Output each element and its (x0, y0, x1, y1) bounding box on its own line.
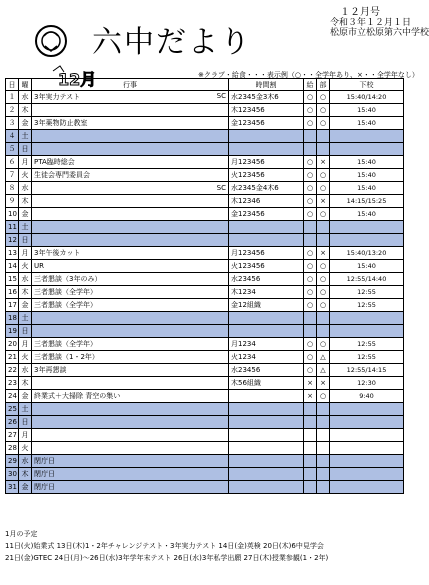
cell-dismissal (330, 468, 404, 481)
cell-club (317, 468, 330, 481)
cell-event (32, 247, 229, 260)
cell-day: 26 (6, 416, 19, 429)
cell-club: ○ (317, 208, 330, 221)
cell-club (317, 234, 330, 247)
cell-weekday: 土 (19, 221, 32, 234)
cell-dismissal (330, 325, 404, 338)
cell-event (32, 416, 229, 429)
event-text: 三者懇談（3年のみ） (34, 275, 102, 283)
cell-timetable: 水23456 (229, 364, 304, 377)
table-row (6, 351, 404, 364)
cell-day: 12 (6, 234, 19, 247)
cell-timetable: 木56組織 (229, 377, 304, 390)
cell-dismissal: 12:55 (330, 299, 404, 312)
cell-day: 15 (6, 273, 19, 286)
table-row (6, 377, 404, 390)
legend-note: ※クラブ・給食・・・表示例（○・・全学年あり、×・・全学年なし） (198, 71, 419, 79)
cell-dismissal: 15:40 (330, 260, 404, 273)
cell-lunch: × (304, 377, 317, 390)
cell-event (32, 442, 229, 455)
table-row (6, 455, 404, 468)
table-row (6, 429, 404, 442)
cell-weekday: 金 (19, 481, 32, 494)
cell-club: ○ (317, 286, 330, 299)
cell-event (32, 221, 229, 234)
cell-club (317, 481, 330, 494)
cell-weekday: 木 (19, 468, 32, 481)
cell-event (32, 364, 229, 377)
cell-club (317, 325, 330, 338)
table-row (6, 104, 404, 117)
cell-timetable (229, 403, 304, 416)
cell-lunch (304, 130, 317, 143)
cell-dismissal (330, 481, 404, 494)
cell-timetable: 水2345金4木6 (229, 182, 304, 195)
cell-lunch (304, 429, 317, 442)
cell-day: 22 (6, 364, 19, 377)
cell-dismissal (330, 130, 404, 143)
cell-timetable (229, 442, 304, 455)
cell-weekday: 金 (19, 390, 32, 403)
cell-day: 27 (6, 429, 19, 442)
cell-event (32, 325, 229, 338)
cell-lunch (304, 325, 317, 338)
col-dismissal: 下校 (330, 79, 404, 91)
cell-lunch: ○ (304, 273, 317, 286)
table-row (6, 299, 404, 312)
cell-weekday: 金 (19, 299, 32, 312)
table-row (6, 403, 404, 416)
school-emblem-icon (34, 24, 68, 58)
cell-weekday: 金 (19, 117, 32, 130)
cell-weekday: 木 (19, 195, 32, 208)
event-note: SC (216, 184, 226, 192)
cell-day: 21 (6, 351, 19, 364)
table-row (6, 234, 404, 247)
cell-dismissal: 15:40 (330, 117, 404, 130)
cell-event (32, 455, 229, 468)
cell-weekday: 水 (19, 182, 32, 195)
cell-timetable (229, 455, 304, 468)
cell-day: ２ (6, 104, 19, 117)
cell-event (32, 429, 229, 442)
cell-dismissal: 15:40/13:20 (330, 247, 404, 260)
cell-event (32, 273, 229, 286)
cell-club: ○ (317, 91, 330, 104)
table-row (6, 182, 404, 195)
cell-dismissal: 12:55/14:15 (330, 364, 404, 377)
cell-weekday: 火 (19, 442, 32, 455)
cell-club: ○ (317, 169, 330, 182)
table-row (6, 130, 404, 143)
table-row (6, 286, 404, 299)
cell-club (317, 143, 330, 156)
cell-timetable (229, 468, 304, 481)
event-text: 3年実力テスト (34, 93, 81, 101)
cell-timetable: 月123456 (229, 247, 304, 260)
month-badge-text: 12月 (58, 70, 97, 89)
cell-club: × (317, 377, 330, 390)
cell-dismissal (330, 442, 404, 455)
cell-timetable (229, 130, 304, 143)
table-row (6, 117, 404, 130)
cell-timetable (229, 234, 304, 247)
cell-day: 18 (6, 312, 19, 325)
table-row (6, 416, 404, 429)
cell-club (317, 221, 330, 234)
event-text: PTA臨時総会 (34, 158, 75, 166)
page-title: 六中だより (92, 25, 252, 60)
cell-weekday: 水 (19, 273, 32, 286)
cell-timetable (229, 390, 304, 403)
cell-club (317, 429, 330, 442)
cell-lunch (304, 481, 317, 494)
cell-club (317, 130, 330, 143)
cell-event (32, 143, 229, 156)
cell-event (32, 182, 229, 195)
cell-lunch: ○ (304, 364, 317, 377)
cell-dismissal: 12:55 (330, 338, 404, 351)
cell-club (317, 312, 330, 325)
cell-lunch (304, 234, 317, 247)
cell-lunch: ○ (304, 195, 317, 208)
cell-weekday: 火 (19, 169, 32, 182)
cell-dismissal: 12:55 (330, 351, 404, 364)
event-text: 3年午後カット (34, 249, 81, 257)
event-text: 三者懇談（全学年） (34, 288, 97, 296)
cell-day: １ (6, 91, 19, 104)
cell-timetable: 木12346 (229, 195, 304, 208)
cell-event (32, 234, 229, 247)
cell-timetable (229, 481, 304, 494)
cell-dismissal (330, 429, 404, 442)
cell-lunch: ○ (304, 104, 317, 117)
cell-dismissal: 15:40/14:20 (330, 91, 404, 104)
cell-club: × (317, 156, 330, 169)
cell-lunch (304, 312, 317, 325)
cell-event (32, 91, 229, 104)
cell-weekday: 火 (19, 351, 32, 364)
cell-timetable: 水23456 (229, 273, 304, 286)
table-row (6, 247, 404, 260)
cell-club: × (317, 195, 330, 208)
cell-club (317, 416, 330, 429)
cell-event (32, 260, 229, 273)
cell-day: 23 (6, 377, 19, 390)
table-row (6, 91, 404, 104)
cell-weekday: 水 (19, 91, 32, 104)
col-lunch: 給 (304, 79, 317, 91)
table-row (6, 325, 404, 338)
cell-timetable (229, 429, 304, 442)
cell-event (32, 130, 229, 143)
cell-timetable (229, 221, 304, 234)
cell-day: ７ (6, 169, 19, 182)
cell-club: ○ (317, 338, 330, 351)
col-weekday: 曜 (19, 79, 32, 91)
cell-dismissal: 15:40 (330, 169, 404, 182)
event-text: 三者懇談（1・2年） (34, 353, 99, 361)
table-row (6, 208, 404, 221)
cell-dismissal: 12:55/14:40 (330, 273, 404, 286)
cell-lunch: ○ (304, 338, 317, 351)
cell-event (32, 481, 229, 494)
cell-club: ○ (317, 104, 330, 117)
cell-dismissal: 14:15/15:25 (330, 195, 404, 208)
event-text: 三者懇談（全学年） (34, 301, 97, 309)
cell-timetable: 火123456 (229, 169, 304, 182)
cell-dismissal: 15:40 (330, 182, 404, 195)
cell-lunch (304, 403, 317, 416)
cell-day: 13 (6, 247, 19, 260)
cell-lunch: ○ (304, 208, 317, 221)
table-row (6, 143, 404, 156)
cell-timetable: 金12組織 (229, 299, 304, 312)
col-club: 部 (317, 79, 330, 91)
cell-event (32, 169, 229, 182)
event-text: 3年薬物防止教室 (34, 119, 88, 127)
cell-event (32, 299, 229, 312)
cell-club: ○ (317, 117, 330, 130)
cell-day: ５ (6, 143, 19, 156)
cell-weekday: 月 (19, 338, 32, 351)
cell-lunch: ○ (304, 299, 317, 312)
col-timetable: 時間割 (229, 79, 304, 91)
cell-weekday: 土 (19, 403, 32, 416)
cell-timetable: 月123456 (229, 156, 304, 169)
cell-dismissal: 12:30 (330, 377, 404, 390)
cell-event (32, 351, 229, 364)
cell-timetable: 火123456 (229, 260, 304, 273)
table-row (6, 468, 404, 481)
cell-weekday: 月 (19, 156, 32, 169)
cell-weekday: 木 (19, 286, 32, 299)
footer (5, 528, 328, 564)
next-month-heading: 1月の予定 (5, 530, 38, 538)
cell-event (32, 468, 229, 481)
cell-dismissal: 15:40 (330, 156, 404, 169)
cell-timetable: 木123456 (229, 104, 304, 117)
issue-number: １２月号 (340, 7, 380, 18)
table-row (6, 481, 404, 494)
cell-lunch (304, 221, 317, 234)
cell-weekday: 金 (19, 208, 32, 221)
cell-weekday: 日 (19, 325, 32, 338)
cell-lunch (304, 416, 317, 429)
cell-weekday: 日 (19, 234, 32, 247)
cell-event (32, 104, 229, 117)
cell-dismissal (330, 416, 404, 429)
cell-weekday: 水 (19, 455, 32, 468)
table-row (6, 442, 404, 455)
event-text: 生徒会専門委員会 (34, 171, 90, 179)
cell-timetable: 木1234 (229, 286, 304, 299)
cell-club: ○ (317, 390, 330, 403)
table-row (6, 195, 404, 208)
cell-event (32, 377, 229, 390)
cell-day: 10 (6, 208, 19, 221)
cell-weekday: 火 (19, 260, 32, 273)
cell-timetable: 月1234 (229, 338, 304, 351)
cell-lunch (304, 468, 317, 481)
event-text: 終業式＋大掃除 青空の集い (34, 392, 121, 400)
cell-day: 30 (6, 468, 19, 481)
cell-lunch (304, 455, 317, 468)
cell-day: 28 (6, 442, 19, 455)
cell-day: 25 (6, 403, 19, 416)
cell-dismissal: 9:40 (330, 390, 404, 403)
table-row (6, 390, 404, 403)
cell-dismissal (330, 143, 404, 156)
cell-weekday: 木 (19, 377, 32, 390)
cell-lunch: ○ (304, 351, 317, 364)
cell-day: 14 (6, 260, 19, 273)
cell-club: △ (317, 364, 330, 377)
cell-dismissal (330, 455, 404, 468)
next-month-line-1: 11日(火)始業式 13日(木)1・2年チャレンジテスト・3年実力テスト 14日(金)英検 20日(木)6中見学会 (5, 542, 324, 550)
cell-dismissal: 15:40 (330, 104, 404, 117)
cell-day: ６ (6, 156, 19, 169)
cell-timetable (229, 416, 304, 429)
event-text: 三者懇談（全学年） (34, 340, 97, 348)
cell-club (317, 455, 330, 468)
table-row (6, 273, 404, 286)
event-text: 閉庁日 (34, 483, 55, 491)
cell-lunch: ○ (304, 117, 317, 130)
cell-event (32, 338, 229, 351)
cell-event (32, 195, 229, 208)
calendar-table (5, 78, 404, 494)
cell-dismissal (330, 312, 404, 325)
cell-weekday: 水 (19, 364, 32, 377)
event-note: SC (216, 92, 226, 100)
cell-timetable: 火1234 (229, 351, 304, 364)
cell-event (32, 390, 229, 403)
cell-timetable (229, 325, 304, 338)
table-row (6, 221, 404, 234)
cell-club: ○ (317, 273, 330, 286)
cell-weekday: 木 (19, 104, 32, 117)
event-text: 閉庁日 (34, 457, 55, 465)
cell-event (32, 312, 229, 325)
cell-lunch: ○ (304, 91, 317, 104)
table-row (6, 169, 404, 182)
cell-lunch: ○ (304, 156, 317, 169)
cell-club: ○ (317, 182, 330, 195)
cell-dismissal (330, 234, 404, 247)
cell-dismissal (330, 403, 404, 416)
cell-timetable: 金123456 (229, 117, 304, 130)
cell-event (32, 117, 229, 130)
cell-day: ９ (6, 195, 19, 208)
cell-day: 24 (6, 390, 19, 403)
table-row (6, 338, 404, 351)
cell-lunch (304, 442, 317, 455)
cell-club (317, 403, 330, 416)
table-row (6, 156, 404, 169)
cell-club: ○ (317, 299, 330, 312)
cell-event (32, 286, 229, 299)
cell-day: ８ (6, 182, 19, 195)
cell-day: 11 (6, 221, 19, 234)
cell-day: 31 (6, 481, 19, 494)
event-text: 閉庁日 (34, 470, 55, 478)
table-row (6, 260, 404, 273)
cell-weekday: 日 (19, 416, 32, 429)
issue-date: 令和３年１２月１日 (330, 18, 412, 28)
cell-day: 19 (6, 325, 19, 338)
cell-timetable (229, 312, 304, 325)
cell-day: ３ (6, 117, 19, 130)
cell-club (317, 442, 330, 455)
cell-club: ○ (317, 260, 330, 273)
event-text: 3年再懇談 (34, 366, 67, 374)
cell-lunch: ○ (304, 286, 317, 299)
cell-weekday: 月 (19, 429, 32, 442)
cell-lunch (304, 143, 317, 156)
issue-info (330, 7, 429, 38)
cell-day: 20 (6, 338, 19, 351)
cell-timetable (229, 143, 304, 156)
next-month-line-2: 21日(金)GTEC 24日(月)〜26日(水)3年学年末テスト 26日(水)3年私学出願 27日(木)授業参観(1・2年) (5, 554, 329, 562)
school-name: 松原市立松原第六中学校 (330, 28, 429, 38)
table-header (6, 79, 404, 91)
cell-dismissal: 12:55 (330, 286, 404, 299)
cell-lunch: × (304, 390, 317, 403)
cell-event (32, 156, 229, 169)
cell-club: △ (317, 351, 330, 364)
cell-dismissal: 15:40 (330, 208, 404, 221)
cell-lunch: ○ (304, 260, 317, 273)
cell-weekday: 土 (19, 312, 32, 325)
col-event: 行事 (32, 79, 229, 91)
cell-weekday: 日 (19, 143, 32, 156)
cell-day: ４ (6, 130, 19, 143)
cell-day: 29 (6, 455, 19, 468)
cell-event (32, 208, 229, 221)
event-text: UR (34, 262, 44, 270)
cell-weekday: 土 (19, 130, 32, 143)
col-day: 日 (6, 79, 19, 91)
cell-lunch: ○ (304, 169, 317, 182)
table-row (6, 312, 404, 325)
cell-day: 17 (6, 299, 19, 312)
cell-dismissal (330, 221, 404, 234)
table-row (6, 364, 404, 377)
cell-weekday: 月 (19, 247, 32, 260)
cell-lunch: ○ (304, 247, 317, 260)
cell-day: 16 (6, 286, 19, 299)
cell-timetable: 水2345金3木6 (229, 91, 304, 104)
cell-event (32, 403, 229, 416)
cell-club: × (317, 247, 330, 260)
cell-lunch: ○ (304, 182, 317, 195)
cell-timetable: 金123456 (229, 208, 304, 221)
